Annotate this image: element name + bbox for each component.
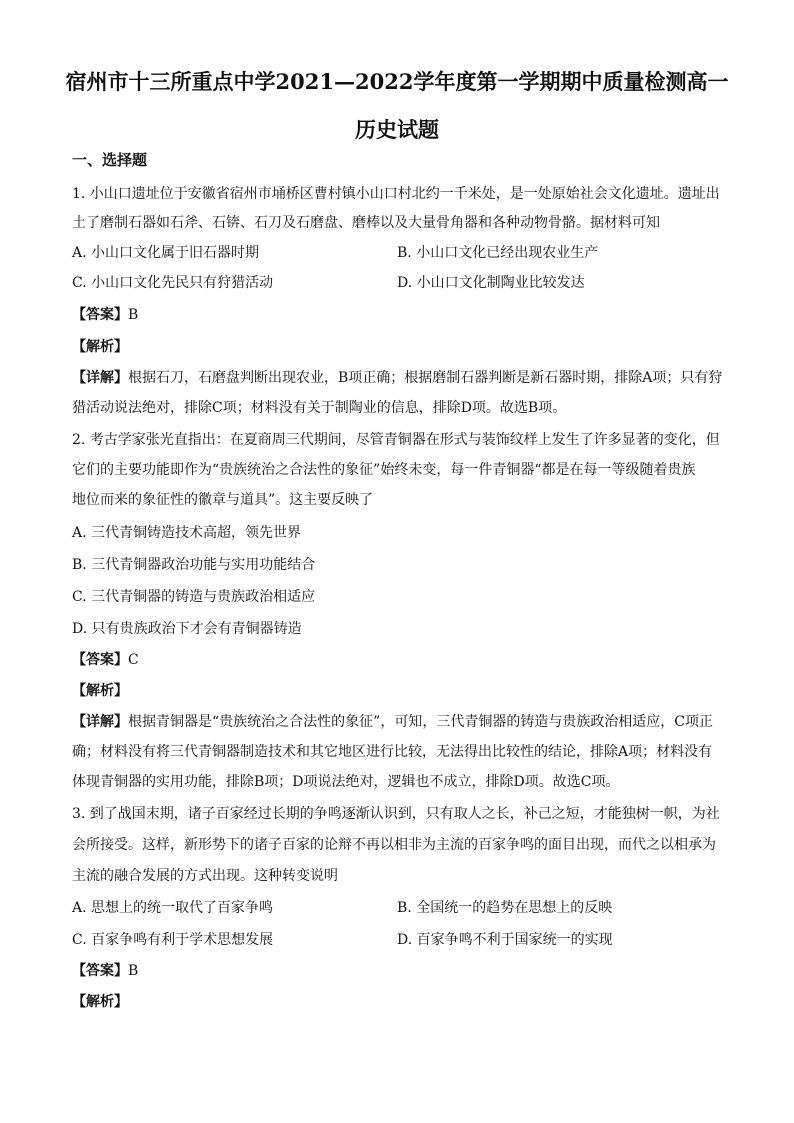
q1-stem-line-1: 1. 小山口遗址位于安徽省宿州市埇桥区曹村镇小山口村北约一千米处，是一处原始社会文化遗址。遗址出 [72,186,720,202]
q2-detail-line-3: 体现青铜器的实用功能，排除B项；D项说法绝对，逻辑也不成立，排除D项。故选C项。 [72,774,620,790]
q3-answer-value: B [128,963,139,979]
q1-option-d: D. 小山口文化制陶业比较发达 [397,275,585,291]
q3-option-c: C. 百家争鸣有利于学术思想发展 [72,932,274,948]
q2-answer [72,650,139,670]
q2-option-b: B. 三代青铜器政治功能与实用功能结合 [72,557,316,573]
q2-stem-line-3: 地位而来的象征性的徽章与道具”。这主要反映了 [72,492,374,508]
q1-answer [72,305,138,325]
answer-tag: 【答案】 [72,307,128,323]
q3-option-d: D. 百家争鸣不利于国家统一的实现 [397,932,613,948]
q3-stem-line-3: 主流的融合发展的方式出现。这种转变说明 [72,868,338,884]
q2-option-a: A. 三代青铜铸造技术高超，领先世界 [72,525,302,541]
q1-option-a: A. 小山口文化属于旧石器时期 [72,245,260,261]
q2-detail-line-1 [72,712,732,732]
q2-option-d: D. 只有贵族政治下才会有青铜器铸造 [72,621,302,637]
answer-tag: 【答案】 [72,652,128,668]
q1-detail-line-2: 猎活动说法绝对，排除C项；材料没有关于制陶业的信息，排除D项。故选B项。 [72,400,567,416]
q2-stem-line-2: 它们的主要功能即作为“贵族统治之合法性的象征”始终未变，每一件青铜器“都是在每一等级随着贵族 [72,462,696,478]
q1-detail-line-1 [72,368,732,388]
q2-analysis-tag: 【解析】 [72,683,128,699]
q2-detail-line-2: 确；材料没有将三代青铜器制造技术和其它地区进行比较，无法得出比较性的结论，排除A项；材料没有 [72,744,713,760]
q3-analysis-tag: 【解析】 [72,994,128,1010]
q3-option-b: B. 全国统一的趋势在思想上的反映 [397,900,613,916]
q1-analysis-tag: 【解析】 [72,339,128,355]
exam-subject-title: 历史试题 [355,117,439,142]
section-heading: 一、选择题 [72,151,148,169]
exam-title: 宿州市十三所重点中学2021—2022学年度第一学期期中质量检测高一 [65,69,729,94]
detail-tag: 【详解】 [72,370,128,386]
q2-detail-text-1: 根据青铜器是“贵族统治之合法性的象征”，可知，三代青铜器的铸造与贵族政治相适应，C项正 [128,714,714,730]
q1-detail-text-1: 根据石刀，石磨盘判断出现农业，B项正确；根据磨制石器判断是新石器时期，排除A项；只有狩 [128,370,723,386]
q2-answer-value: C [128,652,139,668]
answer-tag: 【答案】 [72,963,128,979]
q2-option-c: C. 三代青铜器的铸造与贵族政治相适应 [72,589,316,605]
q3-stem-line-1: 3. 到了战国末期，诸子百家经过长期的争鸣逐渐认识到，只有取人之长，补己之短，才能独树一帜，为社 [72,806,720,822]
q1-option-b: B. 小山口文化已经出现农业生产 [397,245,599,261]
q3-stem-line-2: 会所接受。这样，新形势下的诸子百家的论辩不再以相非为主流的百家争鸣的面目出现，而代之以相承为 [72,837,716,853]
q2-stem-line-1: 2. 考古学家张光直指出：在夏商周三代期间，尽管青铜器在形式与装饰纹样上发生了许多显著的变化，但 [72,432,720,448]
q3-answer [72,961,138,981]
q1-stem-line-2: 土了磨制石器如石斧、石锛、石刀及石磨盘、磨棒以及大量骨角器和各种动物骨骼。据材料可知 [72,215,660,231]
q1-answer-value: B [128,307,139,323]
q3-option-a: A. 思想上的统一取代了百家争鸣 [72,900,274,916]
q1-option-c: C. 小山口文化先民只有狩猎活动 [72,275,274,291]
detail-tag: 【详解】 [72,714,128,730]
